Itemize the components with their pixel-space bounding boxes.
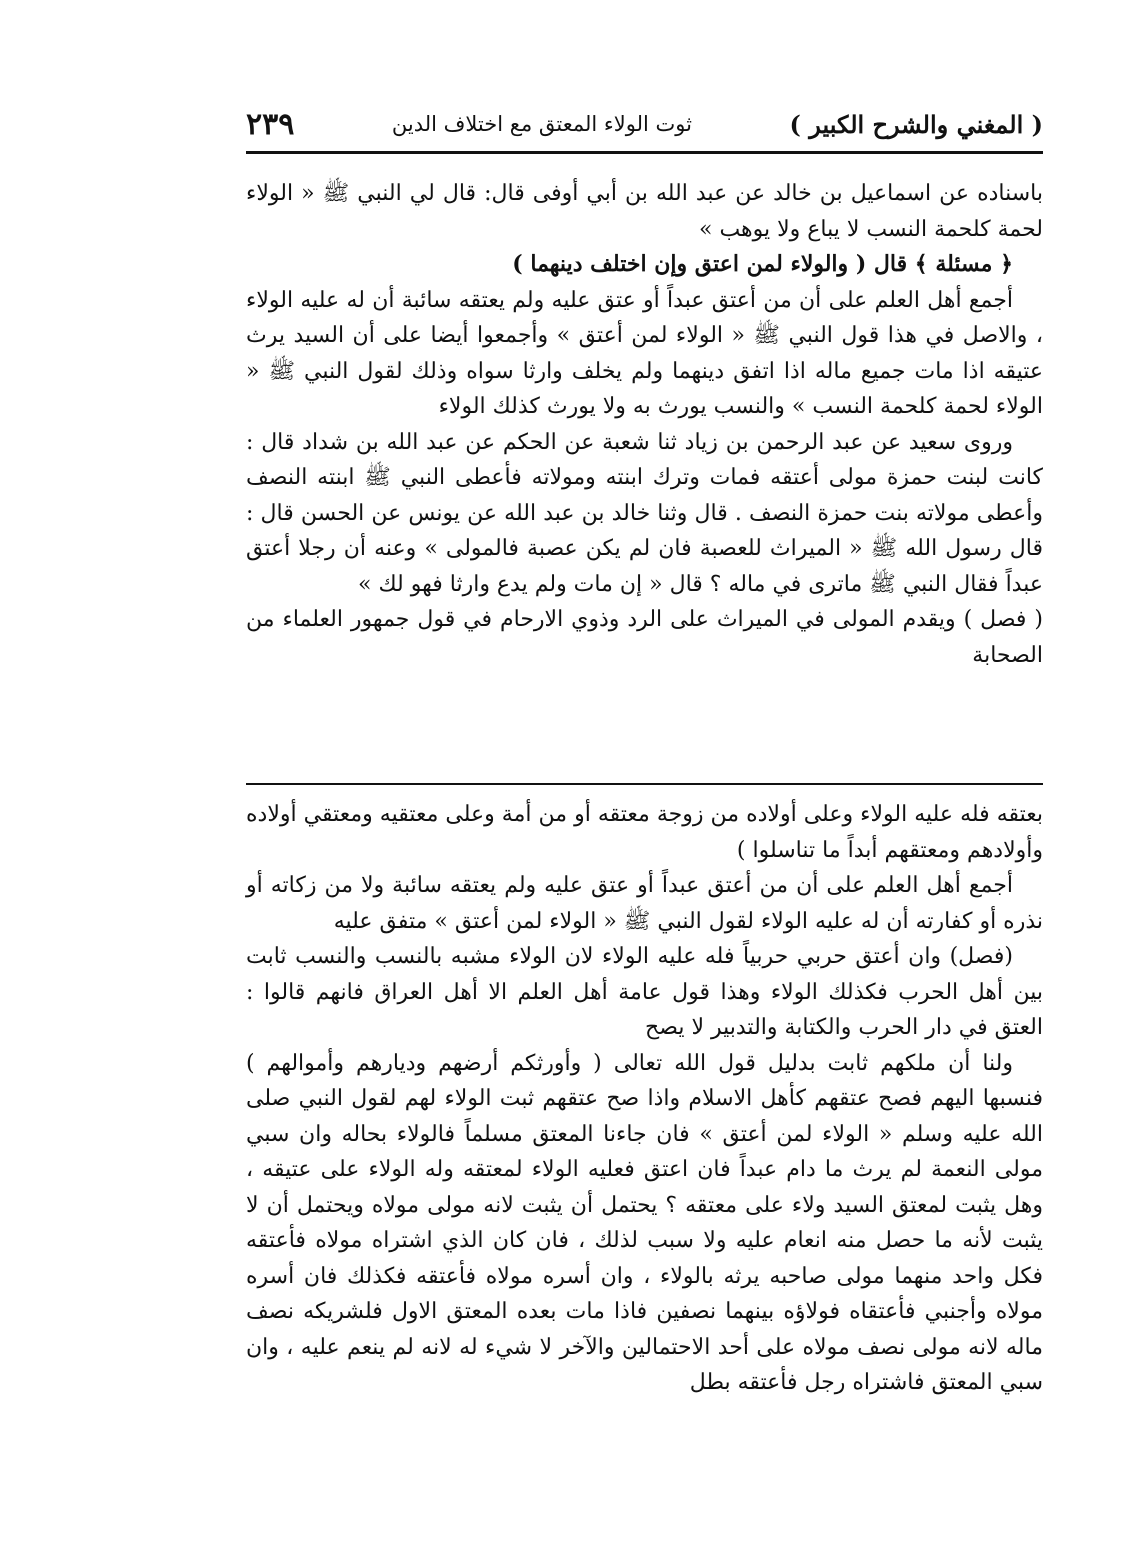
paragraph: (فصل) وان أعتق حربي حربياً فله عليه الولاء لان الولاء مشبه بالنسب والنسب ثابت بين أهل الحرب فكذلك الولاء وهذا قول عامة أهل العلم الا أهل العراق فانهم قالوا : العتق في دار الحرب والكتابة والتدبير لا يصح (246, 944, 1043, 1040)
header-rule (246, 151, 1043, 154)
paragraph: بعتقه فله عليه الولاء وعلى أولاده من زوجة معتقه أو من أمة وعلى معتقيه ومعتقي أولاده وأولادهم ومعتقهم أبداً ما تناسلوا ) (246, 802, 1043, 863)
paragraph: أجمع أهل العلم على أن من أعتق عبداً أو عتق عليه ولم يعتقه سائبة أن له عليه الولاء ، والاصل في هذا قول النبي ﷺ « الولاء لمن أعتق » وأجمعوا أيضا على أن السيد يرث عتيقه اذا مات جميع ماله اذا اتفق دينهما ولم يخلف وارثا سواه وذلك لقول النبي ﷺ « الولاء لحمة كلحمة النسب » والنسب يورث به ولا يورث كذلك الولاء (246, 287, 1043, 419)
paragraph: ولنا أن ملكهم ثابت بدليل قول الله تعالى ( وأورثكم أرضهم وديارهم وأموالهم ) فنسبها اليهم فصح عتقهم كأهل الاسلام واذا صح عتقهم ثبت الولاء لهم لقول النبي صلى الله عليه وسلم « الولاء لمن أعتق » فان جاءنا المعتق مسلماً فالولاء بحاله وان سبي مولى النعمة لم يرث ما دام عبداً فان اعتق فعليه الولاء لمعتقه وله الولاء على عتيقه ، وهل يثبت لمعتق السيد ولاء على معتقه ؟ يحتمل أن يثبت لانه مولى مولاه ويحتمل أن لا يثبت لأنه ما حصل منه انعام عليه ولا سبب لذلك ، فان كان الذي اشتراه مولاه فأعتقه فكل واحد منهما مولى صاحبه يرثه بالولاء ، وان أسره مولاه فأعتقه فكذلك فان أسره مولاه وأجنبي فأعتقاه فولاؤه بينهما نصفين فاذا مات بعده المعتق الاول فلشريكه نصف ماله لانه مولى نصف مولاه على أحد الاحتمالين والآخر لا شيء له لانه لم ينعم عليه ، وان سبي المعتق فاشتراه رجل فأعتقه بطل (246, 1050, 1043, 1395)
paragraph: أجمع أهل العلم على أن من أعتق عبداً أو عتق عليه ولم يعتقه سائبة ولا من زكاته أو نذره أو كفارته أن له عليه الولاء لقول النبي ﷺ « الولاء لمن أعتق » متفق عليه (246, 873, 1043, 934)
masala-heading: ﴿ مسئلة ﴾ قال ( والولاء لمن اعتق وإن اختلف دينهما ) (512, 251, 1013, 277)
page-number: ٢٣٩ (246, 106, 295, 142)
lower-text-block (246, 797, 1043, 1401)
upper-text-block (246, 176, 1043, 673)
running-header (246, 100, 1043, 148)
section-divider (246, 783, 1043, 785)
paragraph: وروى سعيد عن عبد الرحمن بن زياد ثنا شعبة عن الحكم عن عبد الله بن شداد قال : كانت لبنت حمزة مولى أعتقه فمات وترك ابنته ومولاته فأعطى النبي ﷺ ابنته النصف وأعطى مولاته بنت حمزة النصف . قال وثنا خالد بن عبد الله عن يونس عن الحسن قال : قال رسول الله ﷺ « الميراث للعصبة فان لم يكن عصبة فالمولى » وعنه أن رجلا أعتق عبداً فقال النبي ﷺ ماترى في ماله ؟ قال « إن مات ولم يدع وارثا فهو لك » (246, 429, 1043, 597)
paragraph: ( فصل ) ويقدم المولى في الميراث على الرد وذوي الارحام في قول جمهور العلماء من الصحابة (246, 607, 1043, 668)
book-title: ( المغني والشرح الكبير ) (789, 109, 1043, 139)
header-topic: ثوت الولاء المعتق مع اختلاف الدين (391, 112, 692, 136)
paragraph: باسناده عن اسماعيل بن خالد عن عبد الله بن أبي أوفى قال: قال لي النبي ﷺ « الولاء لحمة كلحمة النسب لا يباع ولا يوهب » (246, 181, 1043, 242)
